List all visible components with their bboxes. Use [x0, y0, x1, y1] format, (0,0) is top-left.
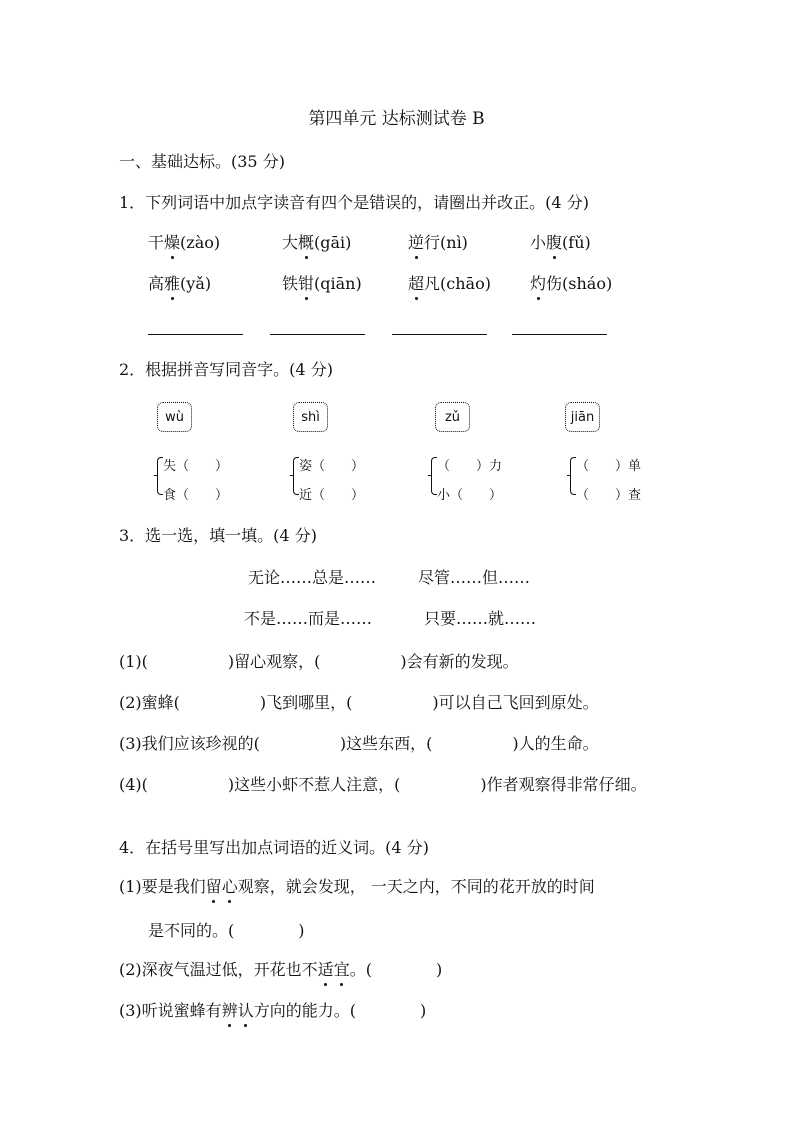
conjunction-option: 尽管……但……	[418, 568, 531, 587]
question-4-prompt: 4．在括号里写出加点词语的近义词。(4 分)	[119, 838, 429, 857]
fill-item: (3)我们应该珍视的( )这些东西，( )人的生命。	[119, 734, 599, 753]
answer-blank[interactable]	[270, 334, 365, 335]
pinyin-box: zǔ	[435, 402, 470, 432]
fill-item: (2)蜜蜂( )飞到哪里，( )可以自己飞回到原处。	[119, 693, 599, 712]
section-heading: 一、基础达标。(35 分)	[119, 152, 285, 171]
homophone-blank[interactable]: （ ）查	[576, 488, 642, 503]
answer-blank[interactable]	[148, 334, 243, 335]
synonym-item: (2)深夜气温过低，开花也不适宜。( )	[119, 957, 442, 980]
homophone-blank[interactable]: 小（ ）	[437, 488, 503, 503]
word-item: 超凡(chāo)	[408, 271, 491, 294]
question-2-prompt: 2．根据拼音写同音字。(4 分)	[119, 360, 333, 379]
word-item: 小腹(fǔ)	[530, 230, 591, 253]
homophone-blank[interactable]: 近（ ）	[299, 488, 365, 503]
synonym-item-continued: 是不同的。( )	[148, 921, 305, 940]
question-1-prompt: 1．下列词语中加点字读音有四个是错误的，请圈出并改正。(4 分)	[119, 193, 589, 212]
homophone-blank[interactable]: （ ）单	[576, 459, 642, 474]
answer-blank[interactable]	[512, 334, 607, 335]
word-item: 干燥(zào)	[148, 230, 220, 253]
word-item: 灼伤(sháo)	[530, 271, 612, 294]
fill-item: (4)( )这些小虾不惹人注意，( )作者观察得非常仔细。	[119, 775, 647, 794]
word-item: 大概(gāi)	[282, 230, 351, 253]
conjunction-option: 只要……就……	[424, 609, 537, 628]
conjunction-option: 不是……而是……	[244, 609, 373, 628]
page-title: 第四单元 达标测试卷 B	[308, 109, 485, 129]
word-item: 高雅(yǎ)	[148, 271, 211, 294]
homophone-blank[interactable]: 食（ ）	[163, 488, 229, 503]
answer-blank[interactable]	[392, 334, 487, 335]
word-item: 铁钳(qiān)	[282, 271, 362, 294]
fill-item: (1)( )留心观察，( )会有新的发现。	[119, 652, 519, 671]
synonym-item: (1)要是我们留心观察，就会发现， 一天之内，不同的花开放的时间	[119, 874, 595, 897]
pinyin-box: jiān	[565, 402, 600, 432]
homophone-blank[interactable]: 姿（ ）	[299, 459, 365, 474]
homophone-blank[interactable]: 失（ ）	[163, 459, 229, 474]
homophone-blank[interactable]: （ ）力	[437, 459, 503, 474]
pinyin-box: wù	[157, 402, 192, 432]
pinyin-box: shì	[293, 402, 328, 432]
conjunction-option: 无论……总是……	[248, 568, 377, 587]
question-3-prompt: 3．选一选，填一填。(4 分)	[119, 526, 317, 545]
synonym-item: (3)听说蜜蜂有辨认方向的能力。( )	[119, 998, 426, 1021]
word-item: 逆行(nì)	[408, 230, 468, 253]
